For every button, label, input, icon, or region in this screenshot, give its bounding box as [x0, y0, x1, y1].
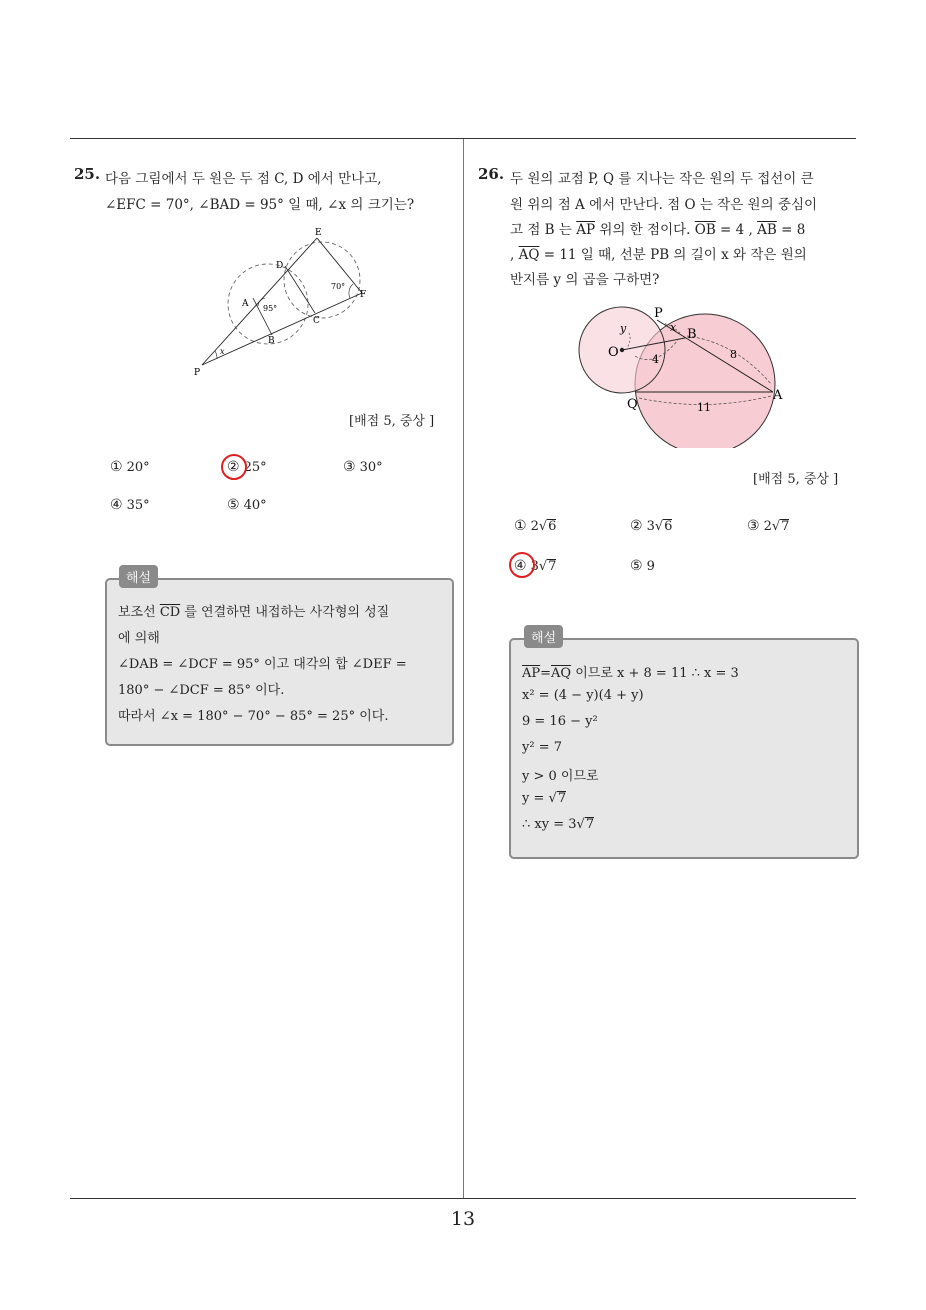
q26-explanation-line: y = √7 — [522, 791, 567, 806]
q26-label-11: 11 — [697, 401, 711, 414]
q26-explanation-line: $\overline{AP}=\overline{AQ}$ 이므로 x + 8 = 11 ∴ x = 3 — [522, 666, 739, 681]
q25-choice-3[interactable]: ③ 30° — [343, 459, 383, 475]
q25-number: 25. — [74, 165, 101, 183]
q26-number: 26. — [478, 165, 505, 183]
q26-explanation-title: 해설 — [524, 625, 563, 648]
q26-explanation-line: y > 0 이므로 — [522, 769, 599, 784]
q25-explanation-title: 해설 — [119, 565, 158, 588]
q25-label-x: x — [220, 347, 225, 356]
q26-choice-4[interactable]: ④ 3√7 — [514, 558, 557, 574]
q26-point-O — [620, 348, 624, 352]
q25-label-P: P — [194, 368, 201, 378]
q26-label-4: 4 — [652, 353, 659, 366]
q25-label-F: F — [360, 290, 367, 300]
q25-explanation-line: 보조선 $\overline{CD}$ 를 연결하면 내접하는 사각형의 성질 — [118, 605, 390, 620]
q26-choice-1[interactable]: ① 2√6 — [514, 518, 557, 534]
q25-label-70: 70° — [331, 282, 346, 291]
footer-rule — [70, 1198, 856, 1199]
q26-figure — [575, 298, 795, 448]
q25-label-E: E — [315, 228, 322, 238]
q26-text-line: 원 위의 점 A 에서 만난다. 점 O 는 작은 원의 중심이 — [510, 197, 818, 213]
q25-label-A: A — [242, 299, 249, 309]
q26-points: [배점 5, 중상 ] — [753, 472, 839, 487]
q26-explanation-line: 9 = 16 − y² — [522, 714, 598, 729]
q26-text-line: 두 원의 교점 P, Q 를 지나는 작은 원의 두 접선이 큰 — [510, 171, 814, 187]
q26-label-y: y — [620, 322, 627, 335]
q26-label-O: O — [608, 345, 619, 360]
q26-choice-2[interactable]: ② 3√6 — [630, 518, 673, 534]
q26-text-line: , $\overline{AQ} = 11$ 일 때, 선분 PB 의 길이 x 와 작은 원의 — [510, 247, 807, 263]
q26-explanation-line: x² = (4 − y)(4 + y) — [522, 688, 644, 703]
q26-label-P: P — [654, 306, 663, 321]
q25-text-line: 다음 그림에서 두 원은 두 점 C, D 에서 만나고, — [105, 171, 382, 187]
q26-text-line: 고 점 B 는 $\overline{AP}$ 위의 한 점이다. $\overline{OB} = 4$ , $\overline{AB} = 8$ — [510, 222, 806, 238]
q25-label-C: C — [313, 316, 320, 326]
q25-choice-5[interactable]: ⑤ 40° — [227, 497, 267, 513]
q25-label-B: B — [268, 336, 275, 346]
q25-line-PF — [202, 293, 362, 365]
q25-choice-2[interactable]: ② 25° — [227, 459, 267, 475]
q25-choice-1[interactable]: ① 20° — [110, 459, 150, 475]
q26-choice-5[interactable]: ⑤ 9 — [630, 558, 655, 574]
q26-explanation-line: y² = 7 — [522, 740, 562, 755]
q25-explanation-line: ∠DAB = ∠DCF = 95° 이고 대각의 합 ∠DEF = — [118, 657, 407, 672]
q26-label-x: x — [670, 321, 677, 334]
q26-answer-mark — [509, 552, 535, 578]
q25-explanation-line: 180° − ∠DCF = 85° 이다. — [118, 683, 285, 698]
q26-label-B: B — [687, 327, 697, 342]
q26-label-A: A — [773, 388, 783, 403]
q25-right-circle — [284, 242, 360, 318]
column-divider — [463, 139, 464, 1198]
q26-label-8: 8 — [730, 348, 737, 361]
q26-choice-3[interactable]: ③ 2√7 — [747, 518, 790, 534]
q25-figure — [190, 222, 380, 382]
q25-choice-4[interactable]: ④ 35° — [110, 497, 150, 513]
q26-label-Q: Q — [627, 397, 638, 412]
q25-text-line: ∠EFC = 70°, ∠BAD = 95° 일 때, ∠x 의 크기는? — [105, 197, 415, 213]
q25-points: [배점 5, 중상 ] — [349, 414, 435, 429]
q25-explanation-line: 따라서 ∠x = 180° − 70° − 85° = 25° 이다. — [118, 709, 389, 724]
q25-explanation-line: 에 의해 — [118, 631, 160, 646]
q25-line-DC — [285, 266, 315, 313]
q25-label-95: 95° — [263, 304, 278, 313]
q25-label-D: D — [276, 261, 284, 271]
q25-answer-mark — [221, 454, 247, 480]
q26-text-line: 반지름 y 의 곱을 구하면? — [510, 272, 660, 288]
page-number: 13 — [450, 1208, 476, 1230]
q26-explanation-line: ∴ xy = 3√7 — [522, 817, 595, 832]
